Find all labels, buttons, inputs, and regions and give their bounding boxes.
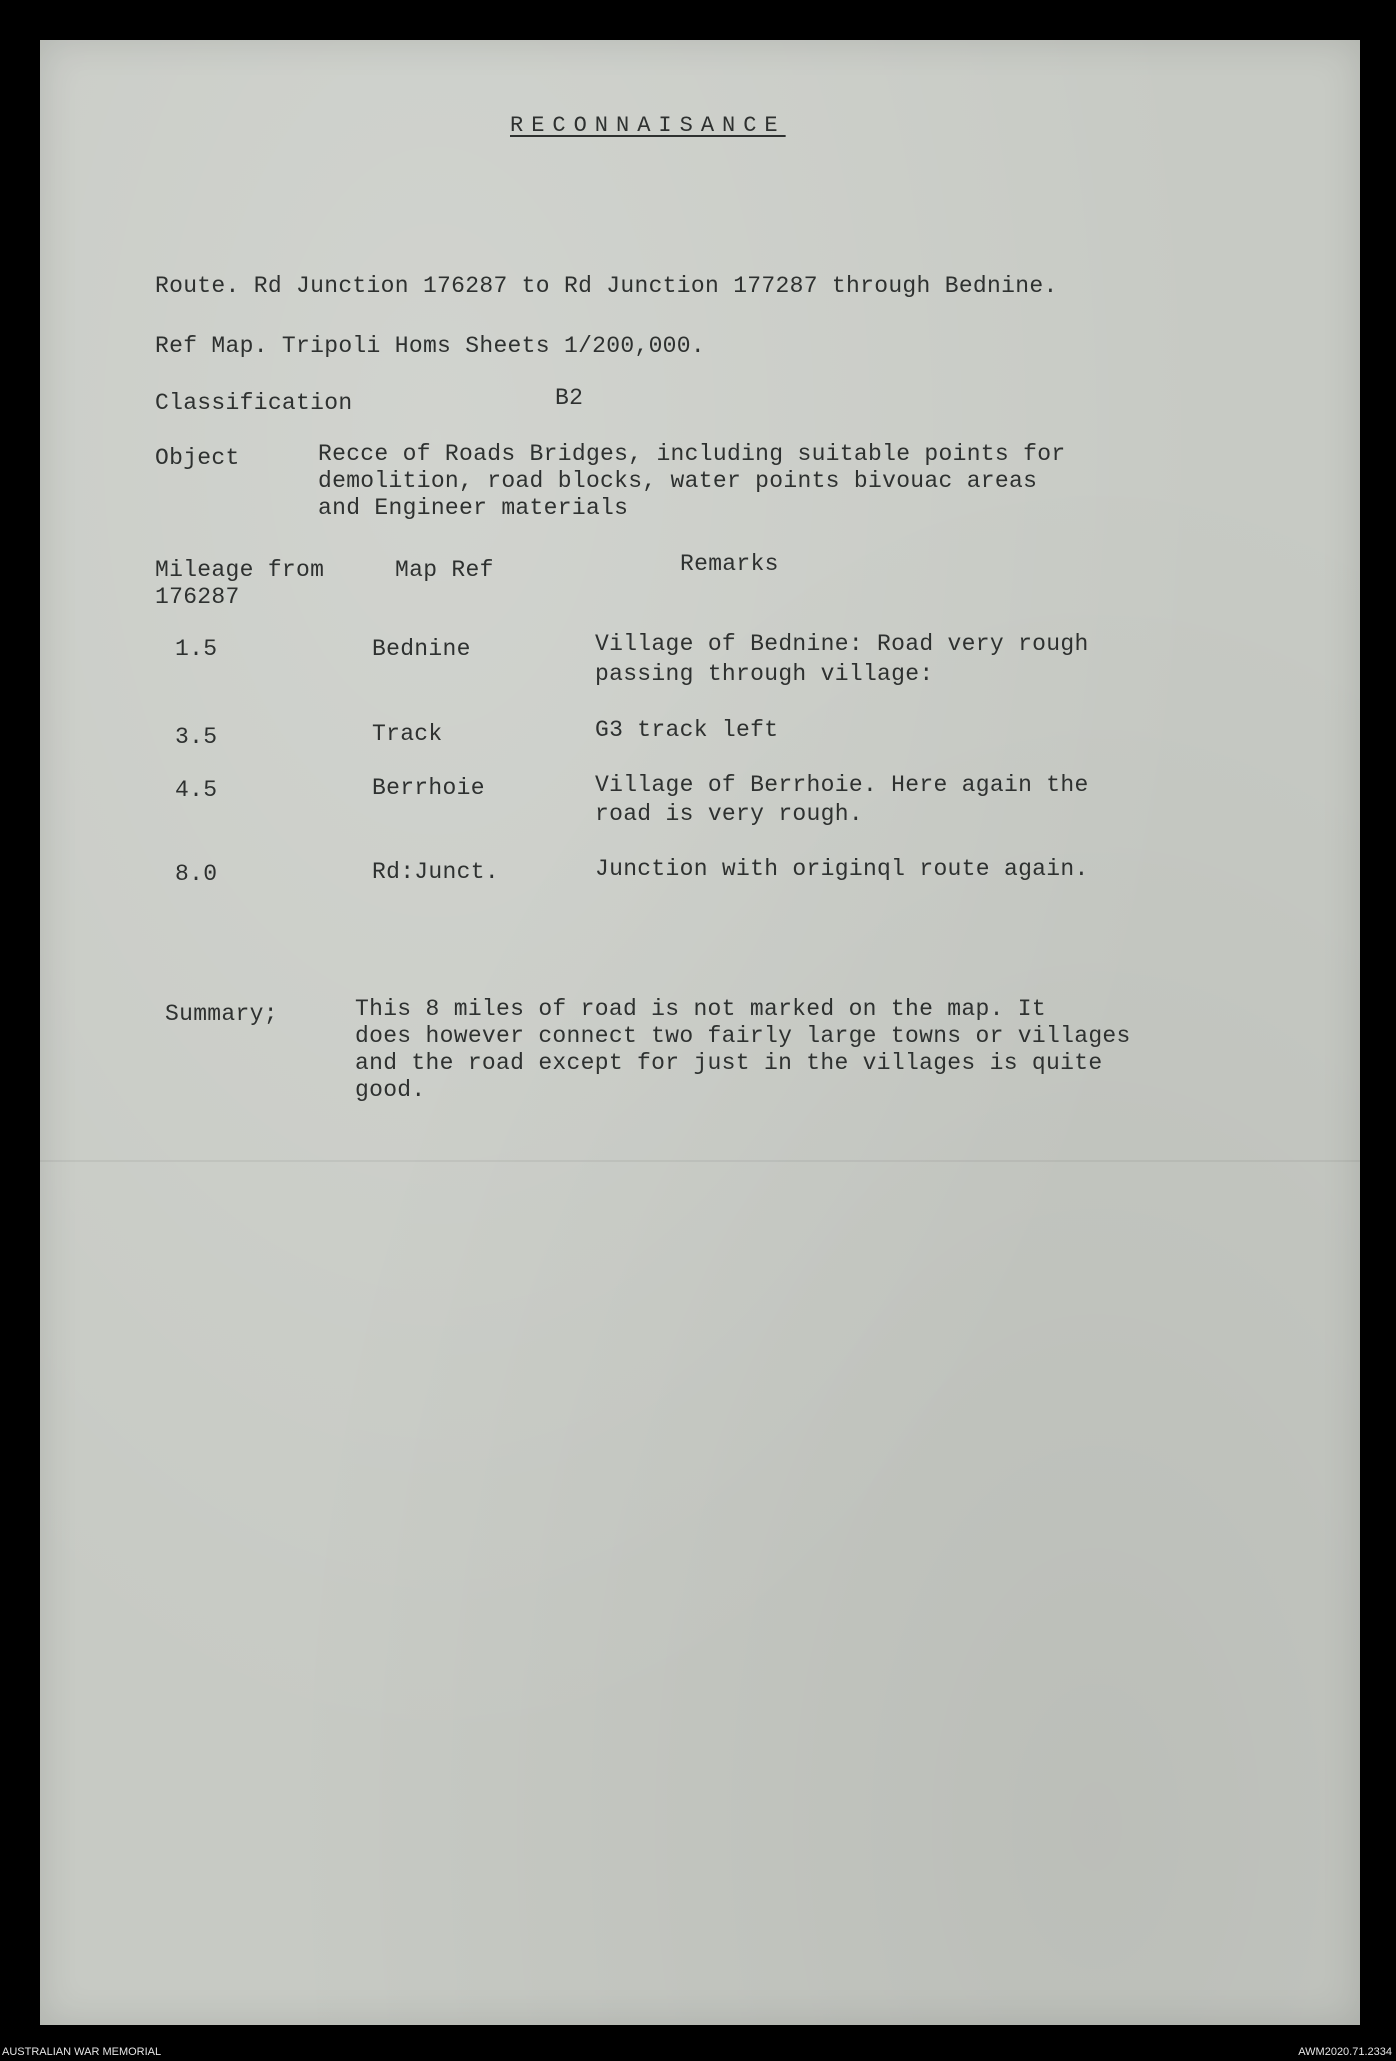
header-map-ref: Map Ref <box>395 557 494 583</box>
row-remarks: Junction with originql route again. <box>595 856 1089 882</box>
row-mileage: 8.0 <box>175 861 218 887</box>
summary-line: This 8 miles of road is not marked on the map. It <box>355 996 1047 1022</box>
row-mileage: 1.5 <box>175 636 218 662</box>
row-map-ref: Bednine <box>372 636 471 662</box>
summary-line: does however connect two fairly large towns or villages <box>355 1023 1131 1049</box>
paper-fold <box>40 1160 1360 1162</box>
footer-source-label: AUSTRALIAN WAR MEMORIAL <box>2 2046 162 2058</box>
ref-map-line: Ref Map. Tripoli Homs Sheets 1/200,000. <box>155 333 705 359</box>
summary-line: and the road except for just in the villages is quite <box>355 1050 1103 1076</box>
row-map-ref: Track <box>372 721 443 747</box>
object-label: Object <box>155 445 240 471</box>
summary-line: good. <box>355 1077 426 1103</box>
row-mileage: 4.5 <box>175 777 218 803</box>
row-remarks: road is very rough. <box>595 801 863 827</box>
row-mileage: 3.5 <box>175 724 218 750</box>
row-remarks: G3 track left <box>595 717 779 743</box>
row-remarks: Village of Bednine: Road very rough <box>595 631 1089 657</box>
row-map-ref: Berrhoie <box>372 775 485 801</box>
object-line: demolition, road blocks, water points bivouac areas <box>318 468 1038 494</box>
summary-label: Summary; <box>165 1001 278 1027</box>
object-line: Recce of Roads Bridges, including suitable points for <box>318 441 1066 467</box>
header-mileage: Mileage from <box>155 557 325 583</box>
row-map-ref: Rd:Junct. <box>372 859 499 885</box>
row-remarks: Village of Berrhoie. Here again the <box>595 772 1089 798</box>
row-remarks: passing through village: <box>595 661 934 687</box>
classification-value: B2 <box>555 385 584 411</box>
footer-item-id: AWM2020.71.2334 <box>1298 2046 1392 2058</box>
route-line: Route. Rd Junction 176287 to Rd Junction 177287 through Bednine. <box>155 273 1058 299</box>
header-mileage-ref: 176287 <box>155 584 240 610</box>
classification-label: Classification <box>155 390 353 416</box>
object-line: and Engineer materials <box>318 495 629 521</box>
header-remarks: Remarks <box>680 551 779 577</box>
document-title: RECONNAISANCE <box>510 113 786 138</box>
